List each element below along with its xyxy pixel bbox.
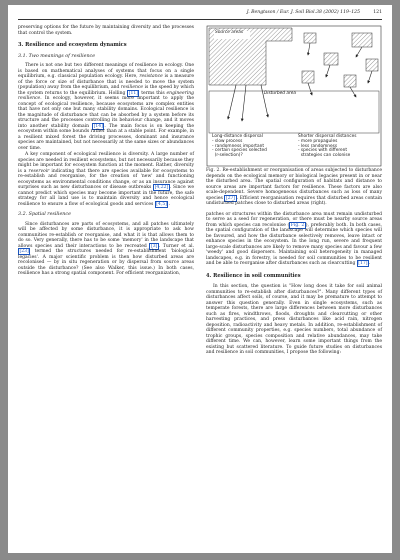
figure-2-caption: Fig. 2. Re-establishment or reorganisation of areas subjected to disturbance depends on the ecological memory or biological legacies present in or near the disturbed area. The spatial configuration of habitats and distance to source areas are important factors for resilience. These factors are also scale-dependent. Severe homogeneous disturbances such as loss of many species [27] . Efficient reorganisation requires that disturbed areas contain undisturbed patches close to disturbed areas (right).: [206, 168, 383, 206]
paragraph-diversity: A key component of ecological resilience is diversity. A large number of species are needed in resilient ecosystems, but not necessarily because they might be important for ecosystem function at the moment. Rather, diversity is a reservoir indicating that there are species available for ecosystems to re-establish and reorganise, for the creation of 'new' and functioning ecosystems as environmental conditions change, or as an insurance against surprises such as new disturbances or disease outbreaks [4,22] . Since we cannot predict which species may become important in the future, the safe strategy for all land use is to maintain diversity and hence ecological resilience to ensure a flow of ecological goods and services [4,5] .: [18, 152, 194, 207]
intro-paragraph: preserving options for the future by maintaining diversity and the processes that control the system.: [18, 25, 194, 36]
citation-link[interactable]: [17]: [358, 261, 368, 266]
dispersal-arrow: [326, 65, 330, 77]
journal-citation: J. Bengtsson / Eur. J. Soil Biol.38 (2002) 119–125: [246, 10, 360, 15]
dispersal-arrow: [368, 71, 372, 83]
right-column: [206, 25, 382, 357]
left-column: [18, 25, 194, 278]
paragraph-patches: patches or structures within the disturbance area must remain undisturbed to serve as a seed for regeneration, or there must be nearby source areas from which species can recolonise ( Fig. 2 ), preferably both. In both cases, the spatial configuration of the landscape will determine which species will be favoured, and how the disturbance selectively removes, leave intact or enhance species in the ecosystem. In the long run, severe and frequent large-scale disturbances are likely to remove many species and favour a few 'weedy' and good dispersers. Maintaining soil heterogeneity in managed landscapes, e.g. in forestry, is needed for soil communities to be resilient and be able to reorganise after disturbances such as clearcutting [17] .: [206, 211, 383, 266]
page-number: 121: [373, 10, 382, 15]
section-3-heading: 3. Resilience and ecosystem dynamics: [18, 42, 127, 48]
section-4-heading: 4. Resilience in soil communities: [206, 272, 301, 279]
citation-link[interactable]: [27]: [225, 195, 236, 201]
undisturbed-patch: [304, 33, 316, 43]
right-box-text: Shorter dispersal distances - more propagules - less randomness - species with different strategies can colonise: [298, 134, 357, 159]
citation-link[interactable]: [3]: [150, 243, 158, 249]
citation-link[interactable]: [4,5]: [156, 201, 167, 207]
undisturbed-patch: [352, 33, 372, 47]
disturbed-area-label: Disturbed area: [264, 91, 297, 96]
citation-link[interactable]: [23]: [19, 249, 29, 254]
subsection-3-1-heading: 3.1. Two meanings of resilience: [18, 53, 96, 59]
citation-link[interactable]: [4,22]: [154, 185, 169, 190]
figure-2: [206, 25, 382, 168]
figure-link[interactable]: Fig. 2: [290, 222, 305, 228]
paragraph-resilience-meanings: There is not one but two different meanings of resilience in ecology. One is based on mathematical analyses of systems that focus on a single equilibrium, e.g. classical population ecology. Here, resistance is a measure of the force or size of disturbance that is needed to move the system (population) away from the equilibrium, and resilience is the speed by which the system returns to the equilibrium. Holling [11] terms this engineering resilience. In ecology, however, it seems more important to apply the concept of ecological resilience, because ecosystems are complex entities that have not only one but many stability domains. Ecological resilience is the magnitude of disturbance that can be absorbed by a system before its structure and the processes controlling its behaviour change, and it moves into another stability domain [14] . The main focus is on keeping the ecosystem within some bounds rather than at a stable point. For example, in a resilient mixed forest the driving processes, dominant and insurance species are maintained, but not necessarily at the same sizes or abundances over time.: [18, 63, 194, 151]
paragraph-spatial-resilience: Since disturbances are parts of ecosystems, and all patches ultimately will be affected by some disturbance, it is appropriate to ask how communities re-establish or reorganise, and what it is that allows them to do so. Very generally, there has to be some 'memory' in the landscape that allows species and their interactions to be recreated [3] . Turner et al. [23] termed the structures needed for re-establishment 'biological legacies'. A major scientific problem is then how disturbed areas are recolonised — by in situ regeneration or by dispersal from source areas outside the disturbance? (See also Walker, this issue.) In both cases, resilience has a strong spatial component. For efficient reorganization,: [18, 221, 195, 276]
subsection-3-2-heading: 3.2. Spatial resilience: [18, 212, 71, 217]
dispersal-arrow: [308, 43, 310, 55]
source-area-label: Source areas: [215, 30, 244, 35]
paragraph-soil-communities: In this section, the question is "How long does it take for soil animal communities to re-establish after disturbances?". Many different types of disturbances affect soils, of course, and it may be premature to attempt to answer this question generally. Even in single ecosystems, such as temperate forests, there are large differences between more disturbances such as fires, windthrows, floods, droughts and clearcutting or other harvesting practices, and press disturbances like acid rain, nitrogen deposition, radioactivity and heavy metals. In addition, re-establishment of different community properties, e.g. species numbers, total abundance of trophic groups, species composition and relative abundances, may take different time. We can, however, learn some important things from the existing but scattered literature. To guide future studies on disturbances and resilience in soil communities, I propose the following:: [206, 284, 382, 355]
undisturbed-patch: [324, 53, 338, 65]
undisturbed-patch: [302, 71, 314, 83]
undisturbed-patch: [344, 75, 356, 87]
header-rule: [18, 19, 382, 20]
left-box-text: Long-distance dispersal - slow process - randomness important - certain species selected (r-selection)?: [212, 134, 267, 159]
disturbed-area-region: [209, 91, 379, 133]
citation-link[interactable]: [14]: [93, 123, 103, 129]
citation-link[interactable]: [11]: [128, 90, 138, 96]
journal-page: [8, 5, 392, 553]
dispersal-arrow: [356, 47, 362, 57]
undisturbed-patch: [366, 59, 378, 71]
